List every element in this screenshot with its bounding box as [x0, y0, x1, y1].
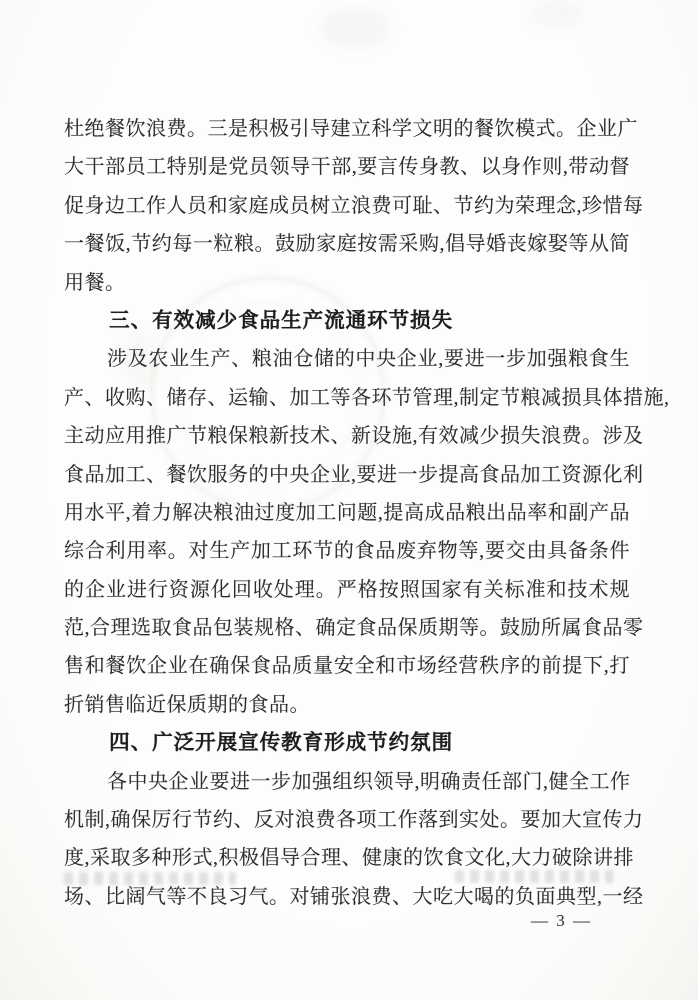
- scan-smudge: [530, 0, 585, 28]
- body-line: 场、比阔气等不良习气。对铺张浪费、大吃大喝的负面典型,一经: [64, 885, 644, 908]
- body-line: 的企业进行资源化回收处理。严格按照国家有关标准和技术规: [64, 578, 630, 601]
- body-line: 用餐。: [64, 271, 126, 294]
- document-text-block: [64, 110, 670, 916]
- body-line: 促身边工作人员和家庭成员树立浪费可耻、节约为荣理念,珍惜每: [64, 194, 644, 217]
- body-line: 各中央企业要进一步加强组织领导,明确责任部门,健全工作: [107, 770, 631, 793]
- body-line: 范,合理选取食品包装规格、确定食品保质期等。鼓励所属食品零: [64, 617, 644, 640]
- body-line: 综合利用率。对生产加工环节的食品废弃物等,要交由具备条件: [64, 540, 630, 563]
- body-line: 机制,确保厉行节约、反对浪费各项工作落到实处。要加大宣传力: [64, 809, 644, 832]
- body-line: 杜绝餐饮浪费。三是积极引导建立科学文明的餐饮模式。企业广: [64, 118, 638, 140]
- body-line: 产、收购、储存、运输、加工等各环节管理,制定节粮减损具体措施,: [64, 386, 670, 409]
- body-line: 涉及农业生产、粮油仓储的中央企业,要进一步加强粮食生: [107, 348, 630, 371]
- body-line: 大干部员工特别是党员领导干部,要言传身教、以身作则,带动督: [64, 156, 630, 179]
- section-heading-four: 四、广泛开展宣传教育形成节约氛围: [109, 731, 454, 755]
- body-line: 折销售临近保质期的食品。: [64, 693, 310, 716]
- page-number: — 3 —: [531, 911, 592, 930]
- body-line: 度,采取多种形式,积极倡导合理、健康的饮食文化,大力破除讲排: [64, 847, 634, 870]
- body-line: 用水平,着力解决粮油过度加工问题,提高成品粮出品率和副产品: [64, 501, 630, 524]
- section-heading-three: 三、有效减少食品生产流通环节损失: [109, 308, 454, 332]
- body-line: 一餐饭,节约每一粒粮。鼓励家庭按需采购,倡导婚丧嫁娶等从简: [64, 233, 630, 256]
- scan-smudge: [320, 8, 390, 48]
- body-line: 售和餐饮企业在确保食品质量安全和市场经营秩序的前提下,打: [64, 655, 630, 678]
- body-line: 主动应用推广节粮保粮新技术、新设施,有效减少损失浪费。涉及: [64, 425, 644, 448]
- body-line: 食品加工、餐饮服务的中央企业,要进一步提高食品加工资源化利: [64, 463, 644, 486]
